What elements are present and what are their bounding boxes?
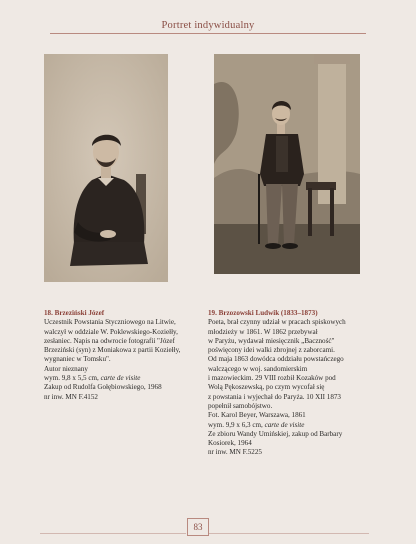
format-text: carte de visite — [264, 420, 305, 429]
caption-line: Uczestnik Powstania Styczniowego na Litwie, — [44, 318, 176, 327]
caption-line: Od maja 1863 dowódca oddziału powstańczego — [208, 355, 344, 364]
caption-line: w Paryżu, wydawał miesięcznik „Baczność" — [208, 336, 335, 345]
caption-title: 19. Brzozowski Ludwik (1833–1873) — [208, 309, 318, 317]
caption-line: z powstania i wyjechał do Paryża. 10 XII 1873 — [208, 392, 341, 401]
caption-brzozowski — [208, 309, 374, 458]
caption-line: młodzieży w 1861. W 1862 przebywał — [208, 327, 318, 336]
caption-inventory: nr inw. MN F.5225 — [208, 448, 262, 457]
caption-line: Poeta, brał czynny udział w pracach spiskowych — [208, 318, 346, 327]
folio-rule — [40, 533, 186, 534]
caption-dimensions — [208, 421, 374, 430]
caption-provenance: Zakup od Rudolfa Gołębiowskiego, 1968 — [44, 383, 162, 392]
caption-line: walczył w oddziale W. Poklewskiego-Koziełły, — [44, 327, 178, 336]
caption-line: Brzeziński (syn) z Moniakowa z partii Koziełły, — [44, 346, 181, 355]
caption-provenance: Ze zbioru Wandy Umińskiej, zakup od Barbary — [208, 429, 343, 438]
caption-dimensions — [44, 374, 204, 383]
caption-author: Autor nieznany — [44, 364, 88, 373]
caption-line: i mazowieckim. 29 VIII rozbił Kozaków pod — [208, 374, 336, 383]
caption-line: popełnił samobójstwo. — [208, 401, 273, 410]
caption-author: Fot. Karol Beyer, Warszawa, 1861 — [208, 411, 306, 420]
caption-line: wygnaniec w Tomsku". — [44, 355, 111, 364]
caption-line: walczącego w woj. sandomierskim — [208, 364, 308, 373]
running-head-rule — [50, 33, 366, 34]
caption-line: poświęcony idei walki zbrojnej z zaborcami. — [208, 346, 335, 355]
page-number: 83 — [187, 518, 209, 536]
caption-brzezinski — [44, 309, 204, 402]
dimensions-text: wym. 9,8 x 5,5 cm, — [44, 374, 101, 383]
caption-line: Wolą Pękoszewską, po czym wycofał się — [208, 383, 325, 392]
folio-rule — [209, 533, 369, 534]
dimensions-text: wym. 9,9 x 6,3 cm, — [208, 420, 265, 429]
caption-inventory: nr inw. MN F.4152 — [44, 392, 98, 401]
portrait-photo-brzezinski — [44, 54, 168, 282]
caption-line: zesłaniec. Napis na odwrocie fotografii "Józef — [44, 336, 175, 345]
running-head: Portret indywidualny — [161, 20, 255, 31]
format-text: carte de visite — [100, 374, 141, 383]
caption-title: 18. Brzeziński Józef — [44, 309, 105, 317]
portrait-photo-brzozowski — [214, 54, 360, 274]
caption-provenance: Kosiorek, 1964 — [208, 439, 252, 448]
